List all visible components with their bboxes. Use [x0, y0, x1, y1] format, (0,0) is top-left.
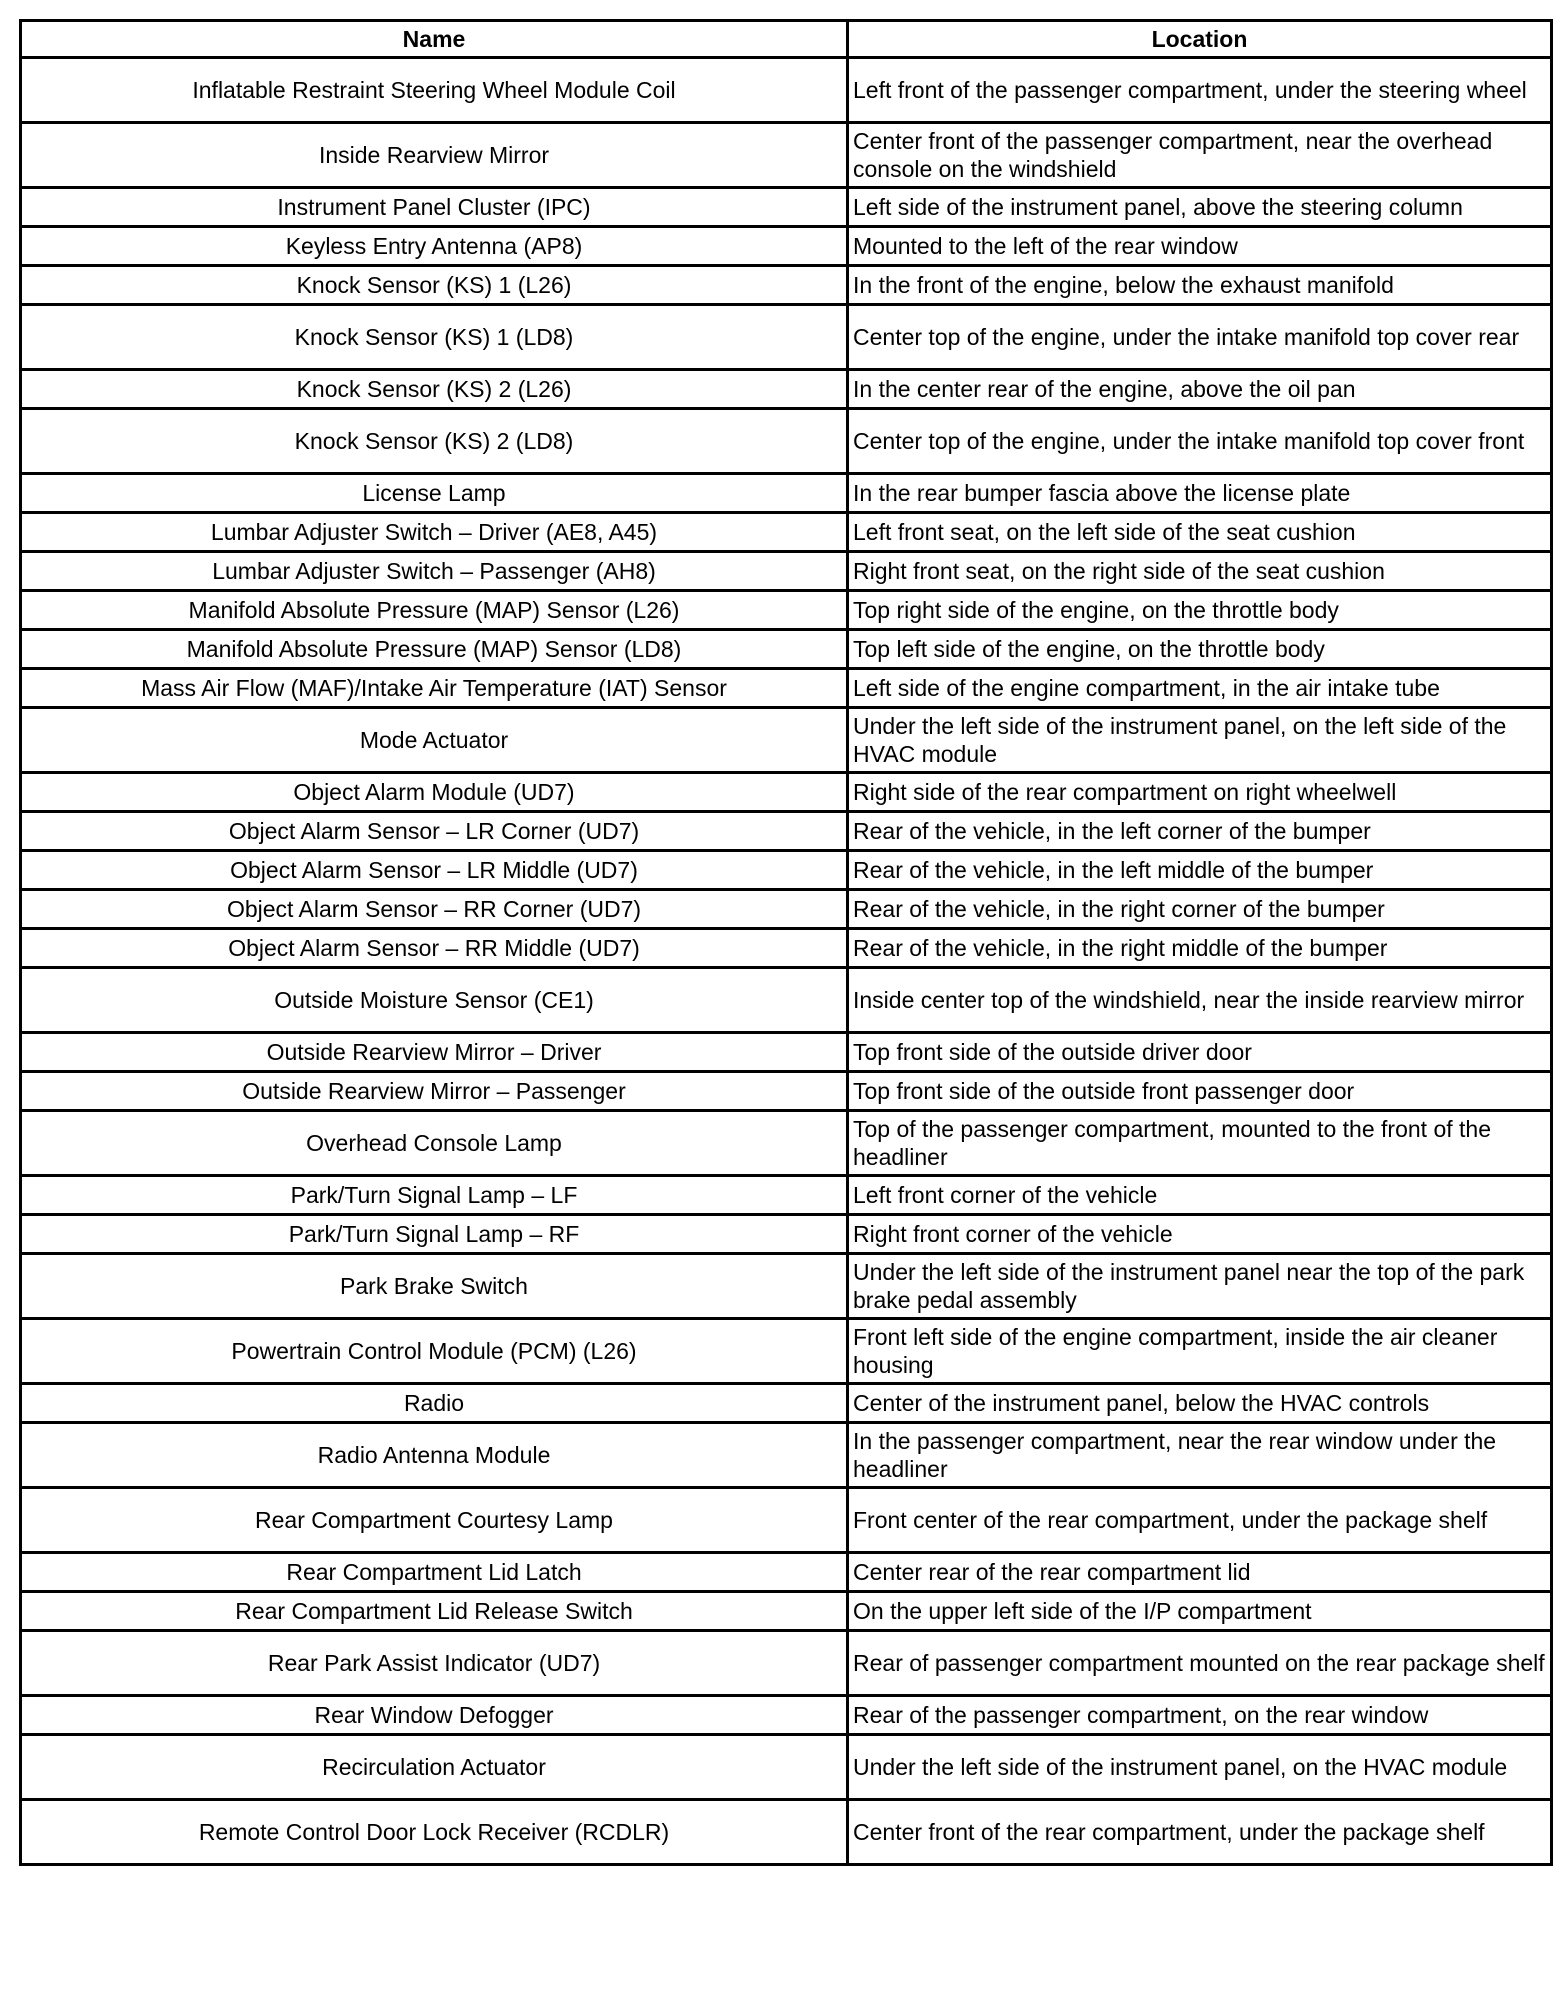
component-locations-sheet — [19, 19, 1550, 1866]
component-location: Front left side of the engine compartment, inside the air cleaner housing — [848, 1319, 1552, 1384]
component-location: Rear of passenger compartment mounted on the rear package shelf — [848, 1631, 1552, 1696]
table-row — [21, 1254, 1552, 1319]
component-name: Rear Compartment Lid Release Switch — [21, 1592, 848, 1631]
component-name: Knock Sensor (KS) 1 (LD8) — [21, 305, 848, 370]
component-location: Center top of the engine, under the intake manifold top cover front — [848, 409, 1552, 474]
component-location: Right front corner of the vehicle — [848, 1215, 1552, 1254]
table-row — [21, 630, 1552, 669]
table-row — [21, 773, 1552, 812]
table-row — [21, 929, 1552, 968]
table-row — [21, 851, 1552, 890]
component-location: Right side of the rear compartment on right wheelwell — [848, 773, 1552, 812]
component-name: Inflatable Restraint Steering Wheel Module Coil — [21, 58, 848, 123]
table-row — [21, 409, 1552, 474]
table-row — [21, 474, 1552, 513]
component-name: Outside Rearview Mirror – Passenger — [21, 1072, 848, 1111]
component-name: Radio — [21, 1384, 848, 1423]
table-row — [21, 58, 1552, 123]
component-location: Top of the passenger compartment, mounted to the front of the headliner — [848, 1111, 1552, 1176]
component-name: Outside Rearview Mirror – Driver — [21, 1033, 848, 1072]
component-location: Rear of the vehicle, in the left middle of the bumper — [848, 851, 1552, 890]
component-name: Knock Sensor (KS) 2 (L26) — [21, 370, 848, 409]
table-row — [21, 266, 1552, 305]
component-location: Under the left side of the instrument panel near the top of the park brake pedal assembly — [848, 1254, 1552, 1319]
component-location: Under the left side of the instrument panel, on the HVAC module — [848, 1735, 1552, 1800]
component-location: Left front of the passenger compartment, under the steering wheel — [848, 58, 1552, 123]
component-name: Lumbar Adjuster Switch – Passenger (AH8) — [21, 552, 848, 591]
table-row — [21, 1488, 1552, 1553]
table-row — [21, 188, 1552, 227]
component-location: Left front seat, on the left side of the seat cushion — [848, 513, 1552, 552]
component-name: Object Alarm Sensor – LR Corner (UD7) — [21, 812, 848, 851]
table-row — [21, 552, 1552, 591]
table-row — [21, 123, 1552, 188]
table-row — [21, 1592, 1552, 1631]
table-row — [21, 1423, 1552, 1488]
component-name: Knock Sensor (KS) 2 (LD8) — [21, 409, 848, 474]
name-column-header: Name — [21, 21, 848, 58]
component-name: Park/Turn Signal Lamp – LF — [21, 1176, 848, 1215]
component-location: Center front of the passenger compartment, near the overhead console on the windshield — [848, 123, 1552, 188]
component-name: Remote Control Door Lock Receiver (RCDLR) — [21, 1800, 848, 1865]
table-row — [21, 227, 1552, 266]
table-row — [21, 708, 1552, 773]
component-name: Rear Park Assist Indicator (UD7) — [21, 1631, 848, 1696]
component-name: Rear Compartment Lid Latch — [21, 1553, 848, 1592]
component-location: Top left side of the engine, on the throttle body — [848, 630, 1552, 669]
table-row — [21, 812, 1552, 851]
component-name: Object Alarm Sensor – LR Middle (UD7) — [21, 851, 848, 890]
component-name: Park/Turn Signal Lamp – RF — [21, 1215, 848, 1254]
component-location: In the rear bumper fascia above the license plate — [848, 474, 1552, 513]
component-location: Left side of the instrument panel, above the steering column — [848, 188, 1552, 227]
component-location: Rear of the passenger compartment, on the rear window — [848, 1696, 1552, 1735]
component-location: In the front of the engine, below the exhaust manifold — [848, 266, 1552, 305]
component-name: Keyless Entry Antenna (AP8) — [21, 227, 848, 266]
component-location: Center front of the rear compartment, under the package shelf — [848, 1800, 1552, 1865]
table-header-row — [21, 21, 1552, 58]
component-location: Top front side of the outside front passenger door — [848, 1072, 1552, 1111]
component-name: Recirculation Actuator — [21, 1735, 848, 1800]
table-row — [21, 513, 1552, 552]
component-name: Instrument Panel Cluster (IPC) — [21, 188, 848, 227]
component-location: Right front seat, on the right side of the seat cushion — [848, 552, 1552, 591]
component-location: Rear of the vehicle, in the right middle of the bumper — [848, 929, 1552, 968]
component-name: Rear Window Defogger — [21, 1696, 848, 1735]
component-location: Rear of the vehicle, in the left corner of the bumper — [848, 812, 1552, 851]
component-name: Park Brake Switch — [21, 1254, 848, 1319]
component-name: Outside Moisture Sensor (CE1) — [21, 968, 848, 1033]
component-name: Inside Rearview Mirror — [21, 123, 848, 188]
component-location: In the center rear of the engine, above the oil pan — [848, 370, 1552, 409]
table-row — [21, 1215, 1552, 1254]
table-row — [21, 1553, 1552, 1592]
table-row — [21, 669, 1552, 708]
table-row — [21, 370, 1552, 409]
component-name: License Lamp — [21, 474, 848, 513]
component-name: Manifold Absolute Pressure (MAP) Sensor (LD8) — [21, 630, 848, 669]
component-name: Powertrain Control Module (PCM) (L26) — [21, 1319, 848, 1384]
table-row — [21, 968, 1552, 1033]
component-name: Object Alarm Sensor – RR Middle (UD7) — [21, 929, 848, 968]
component-locations-table — [19, 19, 1553, 1866]
component-location: Center of the instrument panel, below the HVAC controls — [848, 1384, 1552, 1423]
component-location: Left front corner of the vehicle — [848, 1176, 1552, 1215]
component-location: Inside center top of the windshield, near the inside rearview mirror — [848, 968, 1552, 1033]
table-row — [21, 1696, 1552, 1735]
component-location: Front center of the rear compartment, under the package shelf — [848, 1488, 1552, 1553]
table-row — [21, 890, 1552, 929]
component-location: Top front side of the outside driver door — [848, 1033, 1552, 1072]
component-name: Object Alarm Sensor – RR Corner (UD7) — [21, 890, 848, 929]
table-row — [21, 591, 1552, 630]
component-name: Rear Compartment Courtesy Lamp — [21, 1488, 848, 1553]
table-row — [21, 1176, 1552, 1215]
component-name: Lumbar Adjuster Switch – Driver (AE8, A45) — [21, 513, 848, 552]
component-name: Object Alarm Module (UD7) — [21, 773, 848, 812]
component-name: Mass Air Flow (MAF)/Intake Air Temperature (IAT) Sensor — [21, 669, 848, 708]
component-name: Radio Antenna Module — [21, 1423, 848, 1488]
component-name: Overhead Console Lamp — [21, 1111, 848, 1176]
component-name: Knock Sensor (KS) 1 (L26) — [21, 266, 848, 305]
component-location: Top right side of the engine, on the throttle body — [848, 591, 1552, 630]
component-location: In the passenger compartment, near the rear window under the headliner — [848, 1423, 1552, 1488]
component-location: Left side of the engine compartment, in the air intake tube — [848, 669, 1552, 708]
table-row — [21, 1033, 1552, 1072]
table-row — [21, 1072, 1552, 1111]
component-location: Center top of the engine, under the intake manifold top cover rear — [848, 305, 1552, 370]
table-row — [21, 305, 1552, 370]
table-row — [21, 1800, 1552, 1865]
component-location: Mounted to the left of the rear window — [848, 227, 1552, 266]
table-row — [21, 1319, 1552, 1384]
location-column-header: Location — [848, 21, 1552, 58]
component-location: On the upper left side of the I/P compartment — [848, 1592, 1552, 1631]
component-location: Rear of the vehicle, in the right corner of the bumper — [848, 890, 1552, 929]
table-row — [21, 1111, 1552, 1176]
component-name: Mode Actuator — [21, 708, 848, 773]
table-row — [21, 1631, 1552, 1696]
table-row — [21, 1384, 1552, 1423]
component-location: Under the left side of the instrument panel, on the left side of the HVAC module — [848, 708, 1552, 773]
component-location: Center rear of the rear compartment lid — [848, 1553, 1552, 1592]
component-name: Manifold Absolute Pressure (MAP) Sensor (L26) — [21, 591, 848, 630]
table-row — [21, 1735, 1552, 1800]
